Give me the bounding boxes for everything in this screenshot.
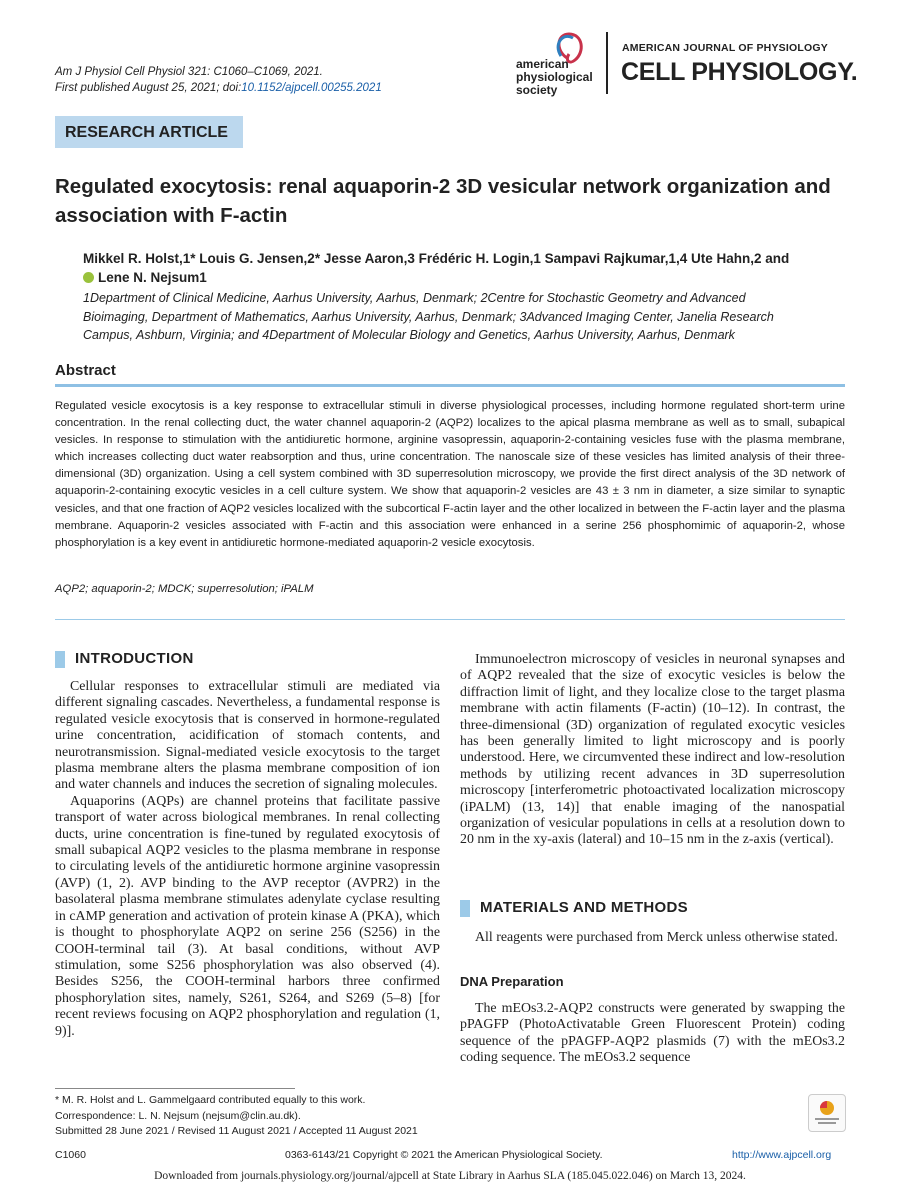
article-title: Regulated exocytosis: renal aquaporin-2 3D vesicular network organization and association with F-actin — [55, 175, 831, 227]
section-heading-methods: MATERIALS AND METHODS — [480, 899, 688, 916]
check-for-updates-button[interactable] — [808, 1094, 846, 1132]
footnotes: * M. R. Holst and L. Gammelgaard contributed equally to this work. Correspondence: L. N. Nejsum (nejsum@clin.au.dk). Submitted 28 June 2021 / Revised 11 August 2021 / Accepted 11 August 2021 — [55, 1094, 418, 1137]
intro-column — [55, 679, 440, 1040]
paragraph: Immunoelectron microscopy of vesicles in neuronal synapses and of AQP2 revealed that the size of exocytic vesicles is below the diffraction limit of light, and they localize close to the target plasma membrane with actin filaments (F-actin) (10–12). In contrast, the three-dimensional (3D) organization of regulated exocytic vesicles has been generally limited to light microscopy and is poorly understood. Here, we circumvented these indirect and low-resolution methods by utilizing recent advances in 3D superresolution microscopy [interferometric photoactivated localization microscopy (iPALM) (13, 14)] that enable imaging of the nanospatial organization of vesicular populations in cells at a resolution down to 20 nm in the xy-axis (lateral) and 10–15 nm in the z-axis (vertical). — [460, 652, 845, 848]
page-number: C1060 — [55, 1149, 86, 1161]
journal-url-link[interactable]: http://www.ajpcell.org — [732, 1149, 832, 1161]
keywords-divider — [55, 619, 845, 620]
abstract-divider — [55, 384, 845, 387]
keywords: AQP2; aquaporin-2; MDCK; superresolution; iPALM — [55, 583, 314, 595]
citation-line: Am J Physiol Cell Physiol 321: C1060–C1069, 2021. — [55, 66, 323, 78]
paragraph: All reagents were purchased from Merck unless otherwise stated. — [475, 930, 838, 945]
dna-paragraph — [460, 1001, 845, 1067]
publisher-name: american physiological society — [516, 57, 593, 97]
subsection-heading-dna: DNA Preparation — [460, 974, 564, 989]
abstract-heading: Abstract — [55, 362, 116, 379]
citation-block — [55, 64, 382, 96]
methods-intro — [460, 930, 845, 946]
journal-title: CELL PHYSIOLOGY. — [621, 58, 858, 86]
paragraph: Cellular responses to extracellular stimuli are mediated via different signaling cascades. Nevertheless, a fundamental response is regulated vesicle exocytosis that is conserved in hormone-regulated urine concentration, acidification of stomach contents, and neurotransmission. Signal-mediated vesicle exocytosis to the target plasma membrane alters the plasma membrane composition of ion and water channels and induces the secretion of signaling molecules. — [55, 679, 440, 793]
copyright: 0363-6143/21 Copyright © 2021 the American Physiological Society. — [285, 1149, 603, 1161]
right-column — [460, 652, 845, 849]
section-marker — [460, 900, 470, 917]
abstract-text: Regulated vesicle exocytosis is a key response to extracellular stimuli in diverse physiological processes, including hormone regulated short-term urine concentration. In the renal collecting duct, the water channel aquaporin-2 (AQP2) localizes to the apical plasma membrane as well as to small, subapical vesicles. In response to stimulation with the antidiuretic hormone, arginine vasopressin, aquaporin-2-containing vesicles fuse with the plasma membrane, which increases collecting duct water reabsorption and thus, urine concentration. The nanoscale size of these vesicles has limited analysis of their three-dimensional (3D) organization. Using a cell system combined with 3D superresolution microscopy, we provide the first direct analysis of the 3D network of aquaporin-2-containing exocytic vesicles in a cell culture system. We show that aquaporin-2 vesicles are 43 ± 3 nm in diameter, a size similar to synaptic vesicles, and that one fraction of AQP2 vesicles localized with the subcortical F-actin layer and the other localized in between the F-actin layer and the plasma membrane. Aquaporin-2 vesicles associated with F-actin and this association were enhanced in a serine 256 phosphomimic of aquaporin-2, whose phosphorylation is a key event in antidiuretic hormone-mediated aquaporin-2 vesicle exocytosis. — [55, 400, 845, 549]
article-type-badge: RESEARCH ARTICLE — [55, 116, 243, 148]
citation-doi-line: First published August 25, 2021; doi:10.1152/ajpcell.00255.2021 — [55, 82, 382, 94]
footnote-divider — [55, 1088, 295, 1089]
journal-super-title: AMERICAN JOURNAL OF PHYSIOLOGY — [622, 42, 828, 54]
logo-divider — [606, 32, 608, 94]
section-marker — [55, 651, 65, 668]
paragraph: Aquaporins (AQPs) are channel proteins that facilitate passive transport of water across biological membranes. In renal collecting ducts, urine concentration is fine-tuned by regulated exocytosis of small subapical AQP2 vesicles to the plasma membrane in response to circulating levels of the antidiuretic hormone arginine vasopressin (AVP) (1, 2). AVP binding to the AVP receptor (AVPR2) in the basolateral plasma membrane stimulates adenylate cyclase resulting in cAMP generation and activation of protein kinase A (PKA), which is thought to phosphorylate AQP2 on serine 256 (S256) in the COOH-terminal tail (3). At basal conditions, without AVP stimulation, some S256 phosphorylation was also observed (4). Besides S256, the COOH-terminal harbors three confirmed phosphorylation sites, namely, S261, S264, and S269 (5–8) [for recent reviews focusing on AQP2 phosphorylation and regulation (1, 9)]. — [55, 793, 440, 1039]
author-list — [83, 249, 863, 287]
doi-link[interactable]: 10.1152/ajpcell.00255.2021 — [241, 82, 382, 94]
paragraph: The mEOs3.2-AQP2 constructs were generated by swapping the pPAGFP (PhotoActivatable Green Fluorescent Protein) coding sequence of the pPAGFP-AQP2 plasmids (7) with the mEOs3.2 coding sequence. The mEOs3.2 sequence — [460, 1001, 845, 1066]
section-heading-introduction: INTRODUCTION — [75, 650, 194, 667]
affiliations: 1Department of Clinical Medicine, Aarhus University, Aarhus, Denmark; 2Centre for Stochastic Geometry and Advanced Bioimaging, Department of Mathematics, Aarhus University, Aarhus, Denmark; 3Advanced Imaging Center, Janelia Research Campus, Ashburn, Virginia; and 4Department of Molecular Biology and Genetics, Aarhus University, Aarhus, Denmark — [83, 291, 774, 342]
author-line: Lene N. Nejsum1 — [83, 268, 863, 287]
check-for-updates-icon — [809, 1095, 845, 1131]
author-line: Mikkel R. Holst,1* Louis G. Jensen,2* Jesse Aaron,3 Frédéric H. Login,1 Sampavi Rajkumar,1,4 Ute Hahn,2 and — [83, 251, 790, 266]
download-notice: Downloaded from journals.physiology.org/journal/ajpcell at State Library in Aarhus SLA (185.045.022.046) on March 13, 2024. — [154, 1170, 746, 1182]
orcid-icon[interactable] — [83, 272, 94, 283]
